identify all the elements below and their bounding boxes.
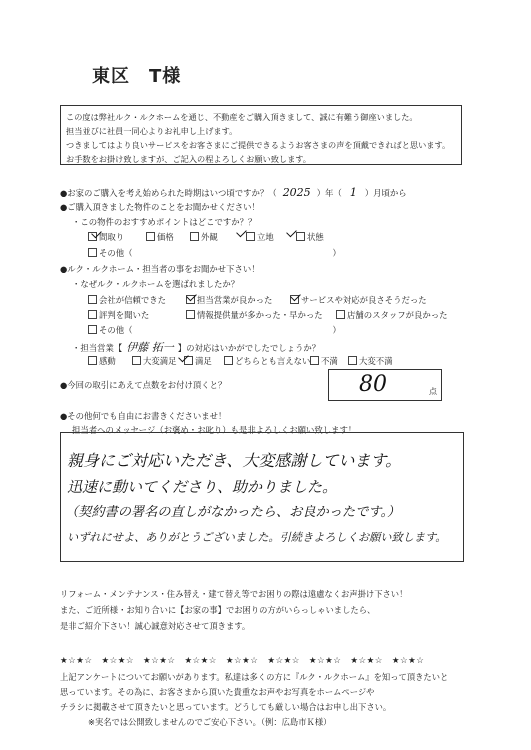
option-label: 価格: [157, 232, 174, 242]
question-free-comment: ●その他何でも自由にお書きくださいませ！: [60, 411, 227, 421]
option-label: 大変満足: [143, 356, 177, 366]
answer-month: 1: [349, 186, 357, 199]
option-item: [186, 295, 290, 306]
score-box: [328, 369, 442, 401]
handwritten-line: （契約書の署名の直しがなかったら、お良かったです。）: [65, 505, 401, 520]
option-label: 大変不満: [359, 356, 393, 366]
other-label: その他（: [99, 248, 133, 258]
handwritten-line: 迅速に動いてくださり、助かりました。: [67, 478, 338, 496]
option-label: 会社が信頼できた: [99, 295, 166, 305]
question-property: ●ご購入頂きました物件のことをお聞かせください！: [60, 202, 260, 212]
option-label: 店舗のスタッフが良かった: [347, 310, 448, 320]
checkbox[interactable]: [132, 356, 141, 365]
intro-box: [60, 105, 462, 165]
option-label: 状態: [307, 232, 324, 242]
page-title: 東区 T様: [92, 66, 182, 87]
checkbox[interactable]: [88, 356, 97, 365]
checkbox[interactable]: [88, 248, 97, 257]
company-options-row1: [88, 295, 427, 306]
message-box: [60, 432, 464, 562]
option-item: [348, 356, 393, 366]
checkbox[interactable]: [186, 310, 195, 319]
option-item: [88, 310, 186, 321]
question-property-sub: ・この物件のおすすめポイントはどこですか？？: [72, 217, 257, 227]
footer-line: また、ご近所様・お知り合いに【お家の事】でお困りの方がいらっしゃいましたら、: [60, 605, 376, 615]
option-label: 情報提供量が多かった・早かった: [197, 310, 323, 320]
option-label: 不満: [321, 356, 338, 366]
closing-line: 上記アンケートについてお願いがあります。私達は多くの方に『ルク・ルクホーム』を知って頂きたいと: [60, 672, 449, 682]
checkbox[interactable]: [190, 232, 199, 241]
option-item: [336, 310, 448, 320]
option-label: 立地: [257, 232, 274, 242]
handwritten-line: 親身にご対応いただき、大変感謝しています。: [67, 451, 402, 470]
checkbox[interactable]: [224, 356, 233, 365]
option-item: [132, 356, 184, 367]
question-purchase-timing: [60, 186, 407, 200]
checkbox[interactable]: [246, 232, 255, 241]
option-item: [88, 356, 132, 367]
option-label: 間取り: [99, 232, 125, 242]
checkbox[interactable]: [296, 232, 305, 241]
option-item: [310, 356, 348, 367]
checkbox[interactable]: [146, 232, 155, 241]
option-label: 評判を聞いた: [99, 310, 150, 320]
question-sales-rep: [72, 341, 320, 355]
answer-year: 2025: [282, 186, 311, 199]
question-company: ●ルク・ルクホーム・担当者の事をお聞かせ下さい！: [60, 264, 260, 274]
intro-line: お手数をお掛け致しますが、ご記入の程よろしくお願い致します。: [66, 154, 311, 164]
property-other: [88, 248, 341, 259]
rep-prefix: ・担当営業【: [72, 343, 123, 353]
handwritten-line: いずれにせよ、ありがとうございました。引続きよろしくお願い致します。: [67, 531, 447, 544]
checkbox[interactable]: [348, 356, 357, 365]
other-close: ）: [332, 325, 341, 335]
checkbox[interactable]: [88, 295, 97, 304]
question-free-comment-sub: 担当者へのメッセージ（お褒め・お叱り）も是非よろしくお願い致します！: [72, 425, 357, 435]
checkbox[interactable]: [88, 310, 97, 319]
checkbox[interactable]: [88, 325, 97, 334]
property-options: [88, 232, 340, 243]
checkbox[interactable]: [336, 310, 345, 319]
closing-line: チラシに掲載させて頂きたいと思っています。どうしても厳しい場合はお申し出下さい。: [60, 702, 392, 712]
year-suffix: ）年（: [316, 188, 342, 198]
question-label: ●お家のご購入を考え始められた時期はいつ頃ですか？（: [60, 188, 277, 198]
footer-line: 是非ご紹介下さい！誠心誠意対応させて頂きます。: [60, 621, 251, 631]
score-value: 80: [359, 372, 387, 397]
rep-suffix: 】の対応はいかがでしたでしょうか？: [177, 343, 321, 353]
option-item: [296, 232, 340, 243]
rep-rating-options: [88, 356, 393, 367]
closing-line: 思っています。その為に、お客さまから頂いた貴重なお声やお写真をホームページや: [60, 687, 375, 697]
footer-line: リフォーム・メンテナンス・住み替え・建て替え等でお困りの際は遠慮なくお声掛け下さい！: [60, 589, 408, 599]
intro-line: つきましてはより良いサービスをお客さまにご提供できるようお客さまの声を頂戴できればと思います。: [66, 140, 451, 150]
month-suffix: ）月頃から: [364, 188, 407, 198]
star-divider: ★☆★☆ ★☆★☆ ★☆★☆ ★☆★☆ ★☆★☆ ★☆★☆ ★☆★☆ ★☆★☆ ★☆★☆: [60, 656, 425, 666]
question-score: ●今回の取引にあえて点数をお付け頂くと？: [60, 380, 227, 390]
option-item: [146, 232, 190, 243]
option-label: どちらとも言えない: [235, 356, 311, 366]
option-label: 担当営業が良かった: [197, 295, 273, 305]
option-label: 感動: [99, 356, 116, 366]
other-label: その他（: [99, 325, 133, 335]
intro-line: 担当並びに社員一同心よりお礼申し上げます。: [66, 126, 238, 136]
option-item: [186, 310, 336, 321]
checkbox[interactable]: [310, 356, 319, 365]
other-close: ）: [332, 248, 341, 258]
company-other: [88, 325, 341, 336]
option-item: [88, 295, 186, 306]
question-company-sub: ・なぜルク・ルクホームを選ばれましたか？: [72, 279, 240, 289]
closing-note: ※実名では公開致しませんのでご安心下さい。（例：広島市Ｋ様）: [88, 717, 332, 727]
company-options-row2: [88, 310, 448, 321]
option-item: [184, 356, 224, 367]
option-label: サービスや対応が良さそうだった: [301, 295, 427, 305]
option-label: 満足: [195, 356, 212, 366]
intro-line: この度は弊社ルク・ルクホームを通じ、不動産をご購入頂きまして、誠に有難う御座いました。: [66, 112, 418, 122]
rep-name: 伊藤 拓一: [126, 341, 174, 354]
option-label: 外観: [201, 232, 218, 242]
score-unit: 点: [429, 387, 437, 396]
option-item: [224, 356, 310, 367]
option-item: [290, 295, 427, 305]
